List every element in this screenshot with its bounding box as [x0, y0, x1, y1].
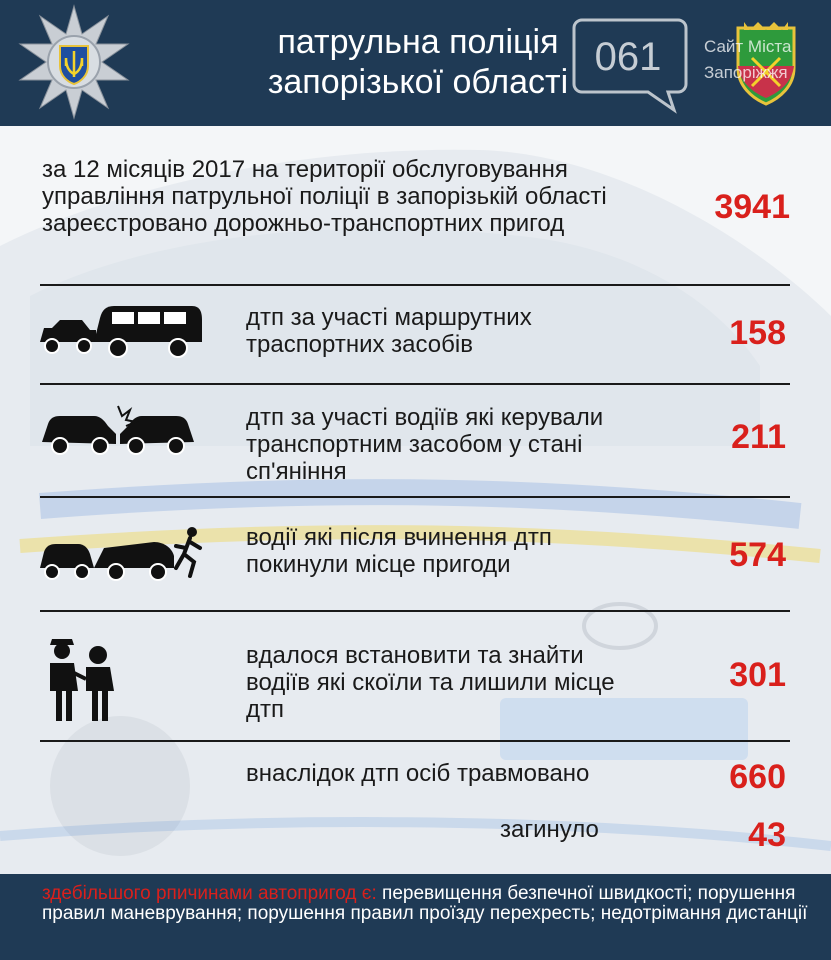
- page-title: [238, 22, 598, 102]
- stat-killed-text: загинуло: [500, 816, 599, 843]
- stat-minibus-text: дтп за участі маршрутних траспортних засобів: [246, 304, 532, 358]
- stat-total-value: 3941: [714, 188, 790, 226]
- divider-3: [40, 496, 790, 498]
- watermark-line-1: Сайт Міста: [704, 37, 792, 56]
- stat-drunk-text: дтп за участі водіїв які керували транспортним засобом у стані сп'яніння: [246, 404, 604, 485]
- stat-found-value: 301: [729, 656, 786, 694]
- footer-lead: здебільшого рпичинами автопригод є:: [42, 883, 377, 904]
- stat-total-text: за 12 місяців 2017 на території обслуговування управління патрульної поліції в запорізькій області зареєстровано дорожньо-транспортних пригод: [42, 156, 607, 237]
- watermark-number: 061: [594, 35, 662, 79]
- divider-2: [40, 383, 790, 385]
- stat-injured-value: 660: [729, 758, 786, 796]
- arrest-icon: [40, 632, 120, 724]
- footer-causes: [42, 884, 812, 924]
- divider-1: [40, 284, 790, 286]
- stat-fled-text: водії які після вчинення дтп покинули місце пригоди: [246, 524, 552, 578]
- stat-injured-text: внаслідок дтп осіб травмовано: [246, 760, 590, 787]
- title-line-2: запорізької області: [267, 63, 569, 101]
- title-line-1: патрульна поліція: [277, 23, 559, 61]
- watermark-line-2: Запоріжжя: [704, 63, 788, 82]
- stat-drunk-value: 211: [731, 418, 786, 456]
- site-logo-061: [568, 14, 688, 114]
- stat-minibus-value: 158: [729, 314, 786, 352]
- hit-and-run-icon: [38, 524, 208, 584]
- site-watermark: [704, 34, 791, 86]
- divider-5: [40, 740, 790, 742]
- header-bar: [0, 0, 831, 126]
- footer-causes-list: перевищення безпечної швидкості; порушення правил маневрування; порушення правил проїзду перехресть; недотрімання дистанції: [42, 883, 808, 924]
- footer-bar: [0, 874, 831, 960]
- divider-4: [40, 610, 790, 612]
- minibus-crash-icon: [36, 302, 206, 362]
- stat-killed-value: 43: [748, 816, 786, 854]
- stats-panel: [0, 126, 831, 874]
- stat-fled-value: 574: [729, 536, 786, 574]
- drunk-crash-icon: [38, 402, 198, 462]
- police-badge-icon: [16, 4, 132, 120]
- stat-found-text: вдалося встановити та знайти водіїв які скоїли та лишили місце дтп: [246, 642, 615, 723]
